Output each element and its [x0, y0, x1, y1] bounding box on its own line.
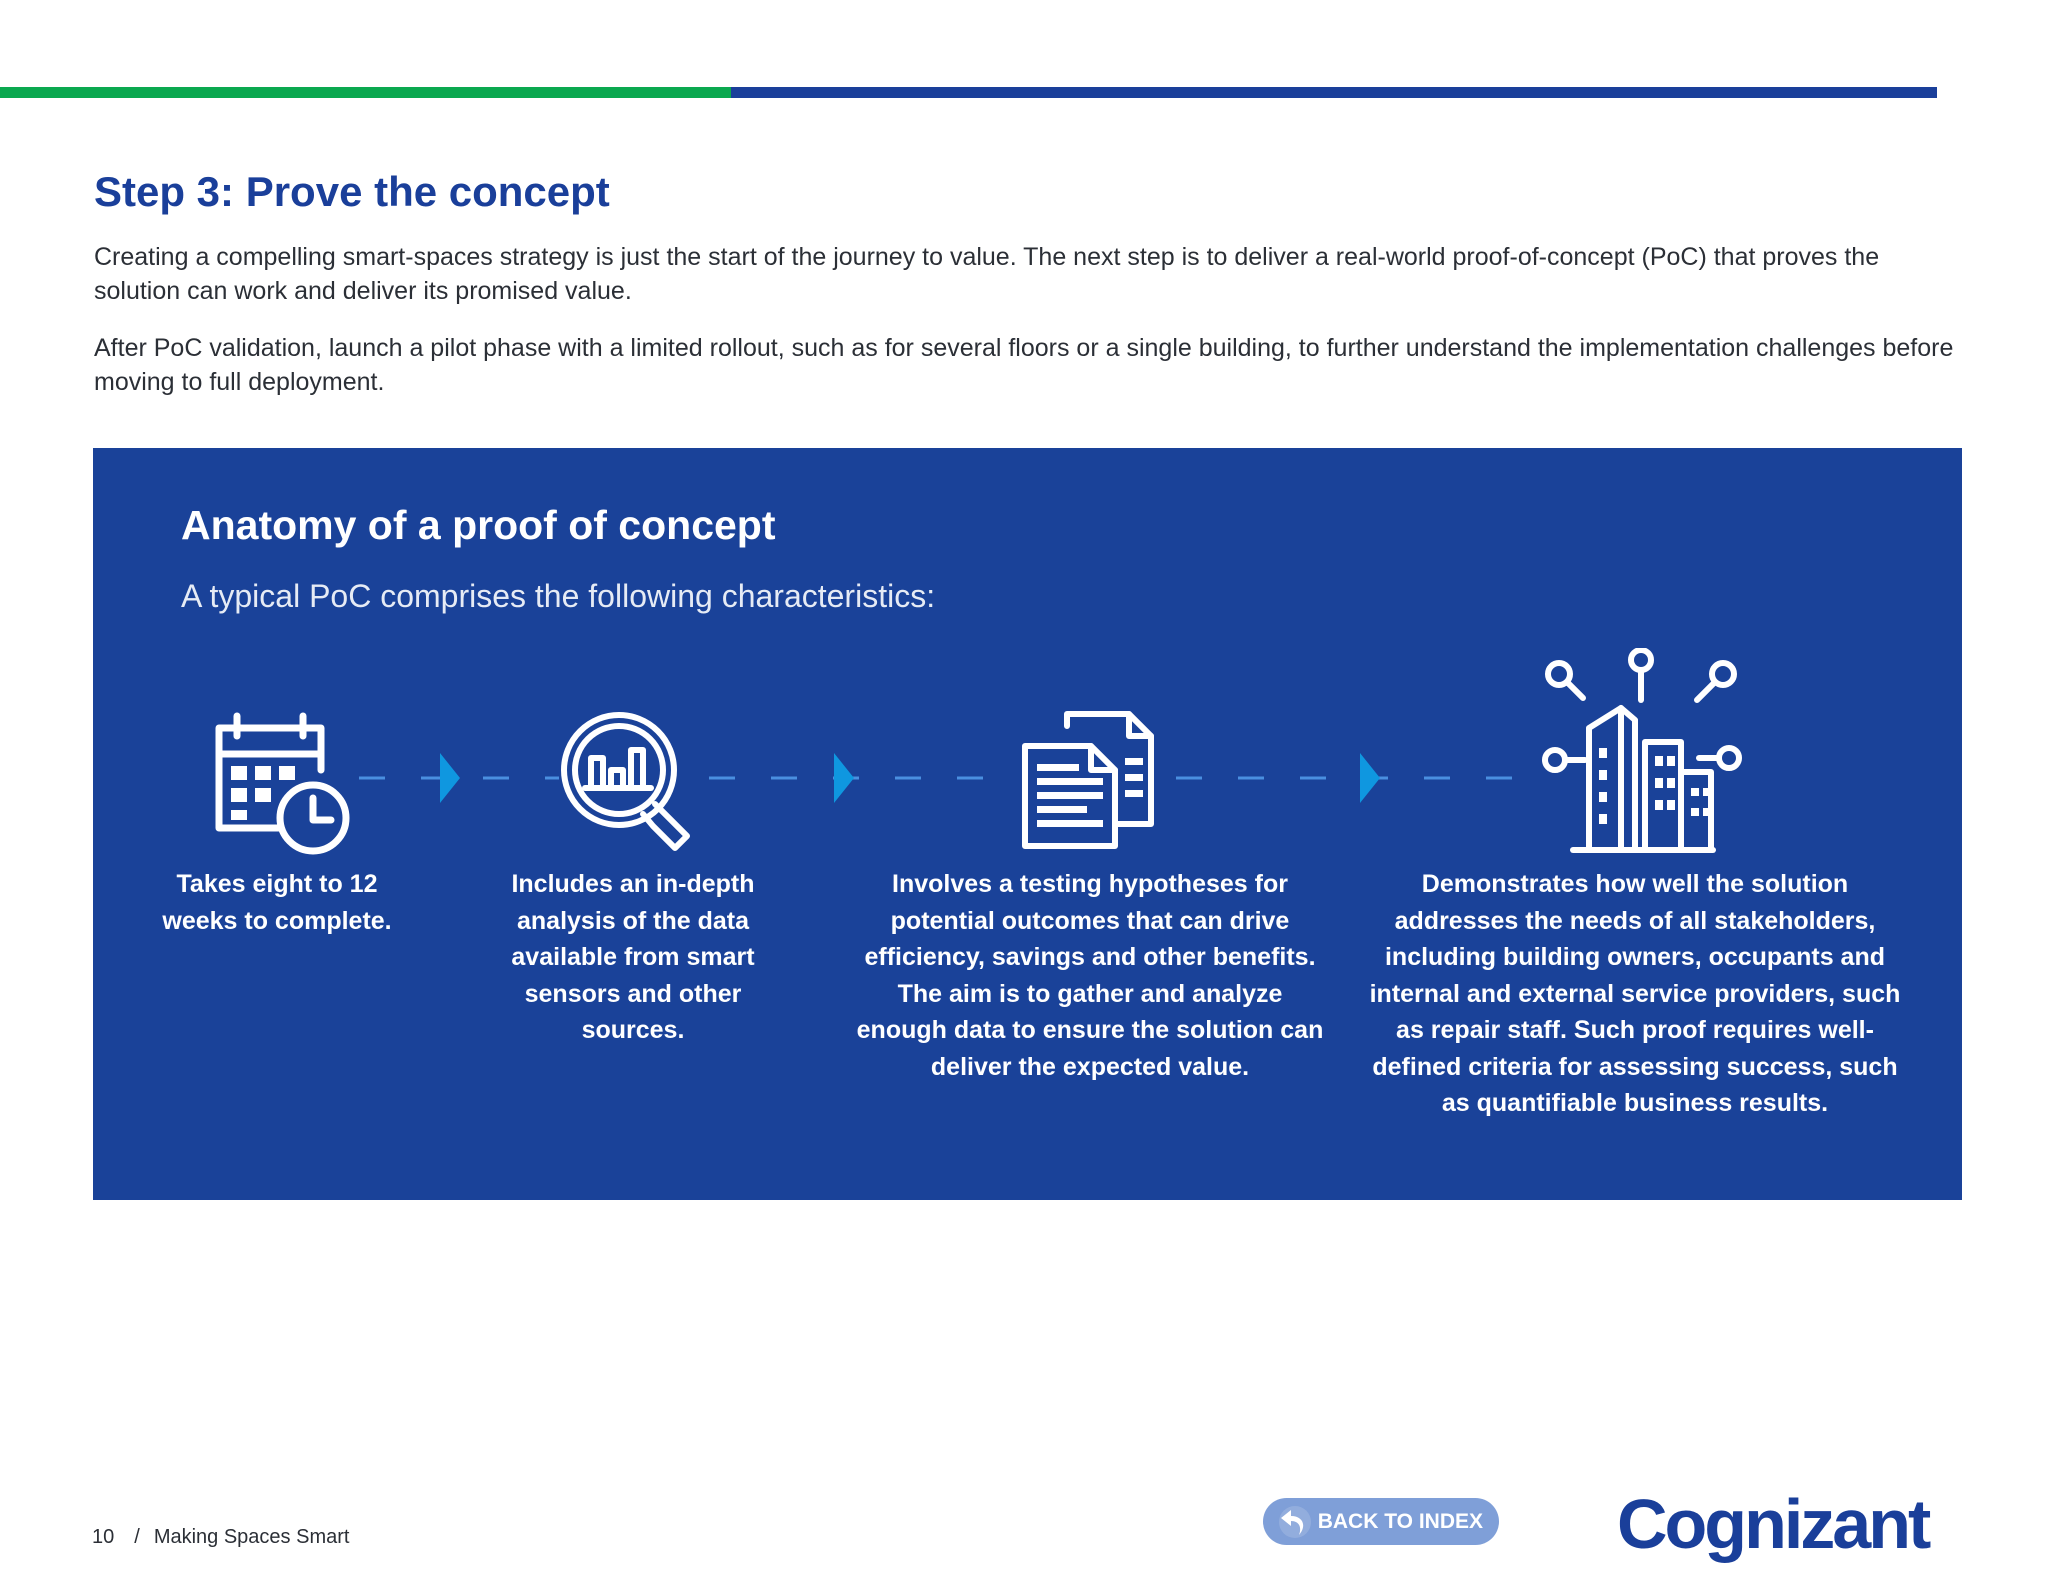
document-title: Making Spaces Smart — [153, 1526, 350, 1548]
flow-arrow-2 — [834, 753, 854, 803]
footer-separator: / — [134, 1526, 140, 1548]
magnifier-chart-icon — [559, 708, 709, 858]
top-accent-bar-green — [0, 87, 731, 98]
cognizant-logo[interactable]: Cognizant — [1617, 1485, 1929, 1563]
step-text-duration: Takes eight to 12 weeks to complete. — [162, 870, 392, 935]
flow-arrow-1 — [440, 753, 460, 803]
anatomy-panel — [93, 448, 1962, 1200]
flow-arrow-3 — [1360, 753, 1380, 803]
step-text-analysis: Includes an in-depth analysis of the data available from smart sensors and other sources. — [511, 870, 755, 1044]
step-text-hypotheses: Involves a testing hypotheses for potential outcomes that can drive efficiency, savings and other benefits. The aim is to gather and analyze enough data to ensure the solution can deliver the expected value. — [856, 870, 1324, 1081]
panel-subtitle: A typical PoC comprises the following characteristics: — [181, 578, 936, 614]
page-number: 10 — [92, 1526, 115, 1548]
page-title: Step 3: Prove the concept — [94, 168, 610, 215]
step-text-stakeholders: Demonstrates how well the solution addresses the needs of all stakeholders, including building owners, occupants and internal and external service providers, such as repair staff. Such proof requires well-defined criteria for assessing success, such as quantifiable business results. — [1369, 870, 1901, 1117]
pilot-paragraph: After PoC validation, launch a pilot phase with a limited rollout, such as for several floors or a single building, to further understand the implementation challenges before moving to full deployment. — [94, 334, 1954, 396]
documents-icon — [1017, 706, 1167, 856]
panel-title: Anatomy of a proof of concept — [181, 502, 776, 548]
back-arrow-icon — [1277, 1504, 1313, 1540]
intro-paragraph: Creating a compelling smart-spaces strategy is just the start of the journey to value. The next step is to deliver a real-world proof-of-concept (PoC) that proves the solution can work and deliver its promised value. — [94, 243, 1880, 305]
back-to-index-button[interactable] — [1263, 1498, 1499, 1545]
smart-buildings-icon — [1533, 648, 1753, 863]
page-footer — [92, 1526, 349, 1549]
calendar-clock-icon — [211, 710, 361, 860]
back-to-index-label: BACK TO INDEX — [1317, 1509, 1483, 1533]
top-accent-bar-blue — [731, 87, 1937, 98]
